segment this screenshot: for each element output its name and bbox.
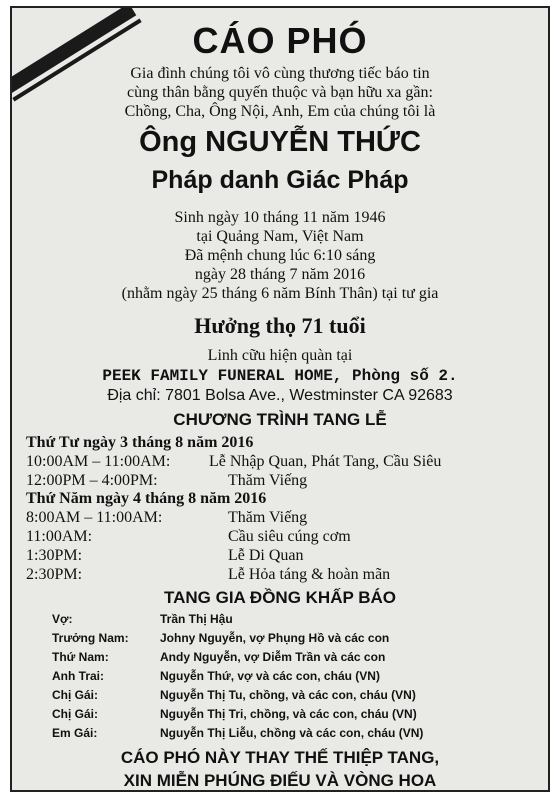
closing-line: CÁO PHÓ NÀY THAY THẾ THIỆP TANG,: [120, 748, 440, 767]
event-time: 8:00AM – 11:00AM:: [26, 509, 163, 526]
closing-statement: [12, 746, 548, 792]
intro-line: Gia đình chúng tôi vô cùng thương tiếc báo tin: [130, 65, 430, 82]
family-member: [52, 648, 522, 666]
viewing-location: [12, 346, 548, 406]
day-heading: Thứ Năm ngày 4 tháng 8 năm 2016: [26, 490, 267, 507]
member-name: Johny Nguyễn, vợ Phụng Hồ và các con: [160, 631, 390, 645]
member-relation: Vợ:: [52, 612, 73, 626]
family-member: [52, 724, 522, 742]
event-activity: Lễ Di Quan: [228, 547, 304, 564]
event-time: 1:30PM:: [26, 547, 83, 564]
intro-line: Chồng, Cha, Ông Nội, Anh, Em của chúng tôi là: [124, 103, 436, 120]
family-member: [52, 610, 522, 628]
event-time: 11:00AM:: [26, 528, 93, 545]
program-event: [26, 508, 536, 527]
event-activity: Lễ Hỏa táng & hoàn mãn: [228, 566, 391, 583]
member-relation: Chị Gái:: [52, 707, 99, 721]
family-member: [52, 667, 522, 685]
member-name: Nguyễn Thứ, vợ và các con, cháu (VN): [160, 669, 380, 683]
member-relation: Chị Gái:: [52, 688, 99, 702]
program-event: [26, 565, 536, 584]
deceased-name: Ông NGUYỄN THỨC: [139, 126, 421, 158]
event-activity: Thăm Viếng: [228, 509, 308, 526]
family-member: [52, 629, 522, 647]
biography: [12, 208, 548, 303]
bio-line: ngày 28 tháng 7 năm 2016: [194, 266, 366, 283]
dharma-name: Pháp danh Giác Pháp: [151, 166, 409, 194]
bio-line: Đã mệnh chung lúc 6:10 sáng: [184, 247, 376, 264]
bio-line: Sinh ngày 10 tháng 11 năm 1946: [174, 209, 386, 226]
family-title: TANG GIA ĐỒNG KHẤP BÁO: [163, 588, 397, 607]
program-event: [26, 452, 536, 471]
funeral-home: PEEK FAMILY FUNERAL HOME, Phòng số 2.: [102, 367, 458, 385]
age-at-death: Hưởng thọ 71 tuổi: [194, 313, 366, 338]
program-event: [26, 527, 536, 546]
program-event: [26, 546, 536, 565]
member-name: Nguyễn Thị Liễu, chồng và các con, cháu (VN): [160, 726, 424, 740]
member-relation: Thứ Nam:: [52, 650, 109, 664]
family-member: [52, 705, 522, 723]
bio-line: tại Quảng Nam, Việt Nam: [196, 228, 364, 245]
event-activity: Cầu siêu cúng cơm: [228, 528, 351, 545]
event-activity: Thăm Viếng: [228, 472, 308, 489]
event-activity: Lễ Nhập Quan, Phát Tang, Cầu Siêu: [209, 453, 442, 470]
closing-line: XIN MIỄN PHÚNG ĐIẾU VÀ VÒNG HOA: [123, 771, 437, 790]
program-event: [26, 471, 536, 490]
event-time: 10:00AM – 11:00AM:: [26, 453, 171, 470]
notice-title: CÁO PHÓ: [192, 20, 368, 61]
family-member: [52, 686, 522, 704]
member-name: Andy Nguyễn, vợ Diễm Trần và các con: [160, 650, 386, 664]
member-name: Trần Thị Hậu: [160, 612, 233, 626]
intro-text: [12, 64, 548, 121]
obituary-notice: [10, 6, 550, 792]
viewing-label: Linh cữu hiện quàn tại: [207, 347, 353, 364]
event-time: 12:00PM – 4:00PM:: [26, 472, 158, 489]
member-relation: Em Gái:: [52, 726, 98, 740]
day-heading: Thứ Tư ngày 3 tháng 8 năm 2016: [26, 434, 254, 451]
member-relation: Anh Trai:: [52, 669, 105, 683]
event-time: 2:30PM:: [26, 566, 83, 583]
funeral-address: Địa chỉ: 7801 Bolsa Ave., Westminster CA 92683: [107, 387, 453, 404]
program-title: CHƯƠNG TRÌNH TANG LỄ: [173, 410, 387, 429]
member-name: Nguyễn Thị Tu, chồng, và các con, cháu (VN): [160, 688, 416, 702]
member-name: Nguyễn Thị Tri, chồng, và các con, cháu (VN): [160, 707, 417, 721]
intro-line: cùng thân bằng quyến thuộc và bạn hữu xa gần:: [127, 84, 433, 101]
member-relation: Trưởng Nam:: [52, 631, 129, 645]
bio-line: (nhằm ngày 25 tháng 6 năm Bính Thân) tại tư gia: [121, 285, 439, 302]
